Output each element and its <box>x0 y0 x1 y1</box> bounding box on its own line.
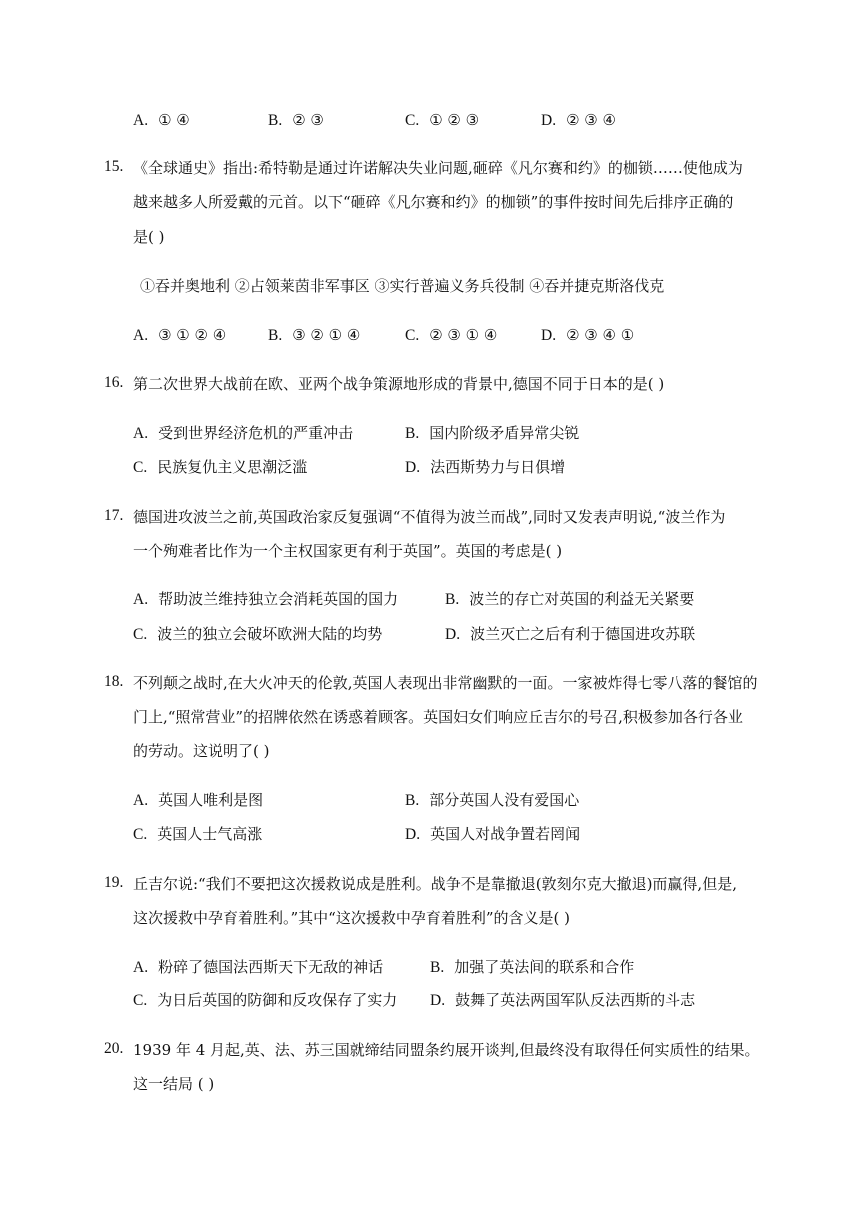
q20-number: 20. <box>104 1040 124 1057</box>
q18-option-a: A. 英国人唯利是图 <box>133 791 264 809</box>
q17-line-1: 德国进攻波兰之前,英国政治家反复强调“不值得为波兰而战”,同时又发表声明说,“波兰作为 <box>133 508 726 526</box>
q19-line-1: 丘吉尔说:“我们不要把这次援救说成是胜利。战争不是靠撤退(敦刻尔克大撤退)而赢得,但是, <box>133 875 737 893</box>
q18-line-3: 的劳动。这说明了( ) <box>133 742 270 760</box>
q15-option-a: A. ③ ① ② ④ <box>133 326 227 344</box>
q15-option-b: B. ③ ② ① ④ <box>268 326 361 344</box>
q17-number: 17. <box>104 507 124 524</box>
q15-items: ①吞并奥地利 ②占领莱茵非军事区 ③实行普遍义务兵役制 ④吞并捷克斯洛伐克 <box>140 277 665 295</box>
q15-number: 15. <box>104 158 124 175</box>
q18-option-b: B. 部分英国人没有爱国心 <box>405 791 580 809</box>
q18-option-c: C. 英国人士气高涨 <box>133 825 263 843</box>
q14-option-d: D. ② ③ ④ <box>541 111 616 129</box>
q19-option-c: C. 为日后英国的防御和反攻保存了实力 <box>133 991 398 1009</box>
q16-option-a: A. 受到世界经济危机的严重冲击 <box>133 424 354 442</box>
q16-line-1: 第二次世界大战前在欧、亚两个战争策源地形成的背景中,德国不同于日本的是( ) <box>133 375 665 393</box>
q14-option-a: A. ① ④ <box>133 111 190 129</box>
q20-line-2: 这一结局 ( ) <box>133 1075 215 1093</box>
q15-line-3: 是( ) <box>133 228 165 246</box>
q20-line-1: 1939 年 4 月起,英、法、苏三国就缔结同盟条约展开谈判,但最终没有取得任何实质性的结果。 <box>133 1041 760 1059</box>
q14-option-c: C. ① ② ③ <box>405 111 480 129</box>
q19-option-a: A. 粉碎了德国法西斯天下无敌的神话 <box>133 958 384 976</box>
q19-option-d: D. 鼓舞了英法两国军队反法西斯的斗志 <box>430 991 696 1009</box>
q17-option-c: C. 波兰的独立会破坏欧洲大陆的均势 <box>133 625 383 643</box>
q18-number: 18. <box>104 673 124 690</box>
q14-option-b: B. ② ③ <box>268 111 324 129</box>
q15-line-1: 《全球通史》指出:希特勒是通过许诺解决失业问题,砸碎《凡尔赛和约》的枷锁‥‥‥使他成为 <box>133 159 743 177</box>
q17-option-b: B. 波兰的存亡对英国的利益无关紧要 <box>445 590 695 608</box>
q19-option-b: B. 加强了英法间的联系和合作 <box>430 958 635 976</box>
q18-line-1: 不列颠之战时,在大火冲天的伦敦,英国人表现出非常幽默的一面。一家被炸得七零八落的餐馆的 <box>133 674 758 692</box>
q17-option-d: D. 波兰灭亡之后有利于德国进攻苏联 <box>445 625 696 643</box>
q17-option-a: A. 帮助波兰维持独立会消耗英国的国力 <box>133 590 399 608</box>
q15-line-2: 越来越多人所爱戴的元首。以下“砸碎《凡尔赛和约》的枷锁”的事件按时间先后排序正确的 <box>133 193 734 211</box>
q15-option-d: D. ② ③ ④ ① <box>541 326 635 344</box>
q18-option-d: D. 英国人对战争置若罔闻 <box>405 825 581 843</box>
q16-option-d: D. 法西斯势力与日俱增 <box>405 458 566 476</box>
q16-option-c: C. 民族复仇主义思潮泛滥 <box>133 458 308 476</box>
q18-line-2: 门上,“照常营业”的招牌依然在诱惑着顾客。英国妇女们响应丘吉尔的号召,积极参加各行各业 <box>133 708 743 726</box>
q19-line-2: 这次援救中孕育着胜利。”其中“这次援救中孕育着胜利”的含义是( ) <box>133 909 570 927</box>
q15-option-c: C. ② ③ ① ④ <box>405 326 498 344</box>
q16-option-b: B. 国内阶级矛盾异常尖锐 <box>405 424 580 442</box>
q19-number: 19. <box>104 874 124 891</box>
q16-number: 16. <box>104 374 124 391</box>
q17-line-2: 一个殉难者比作为一个主权国家更有利于英国”。英国的考虑是( ) <box>133 542 563 560</box>
